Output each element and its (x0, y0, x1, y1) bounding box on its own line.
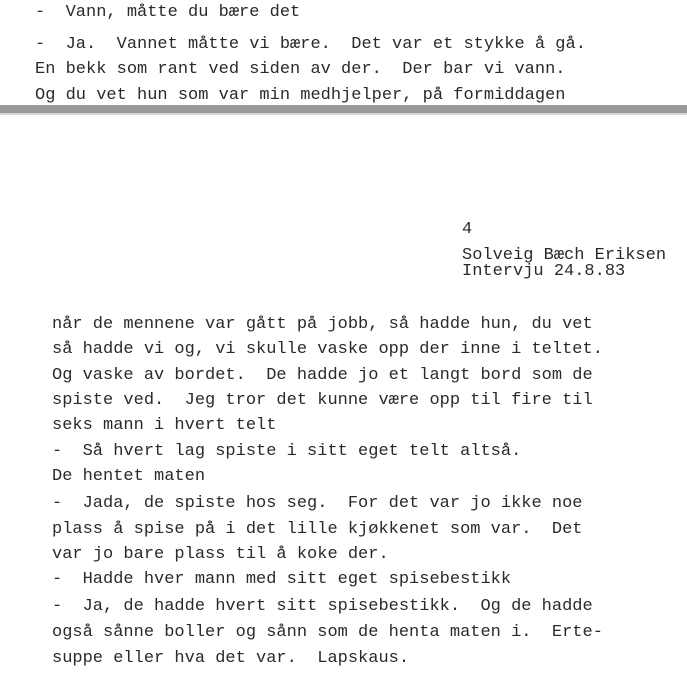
text-line: så hadde vi og, vi skulle vaske opp der inne i teltet. (52, 340, 603, 359)
interviewee-name: Solveig Bæch Eriksen (462, 246, 667, 265)
text-line: når de mennene var gått på jobb, så hadde hun, du vet (52, 315, 593, 334)
text-line: seks mann i hvert telt (52, 416, 277, 435)
page-divider (0, 105, 687, 113)
text-line: var jo bare plass til å koke der. (52, 545, 389, 564)
text-line: - Så hvert lag spiste i sitt eget telt altså. (52, 442, 522, 461)
text-line: De hentet maten (52, 467, 206, 486)
text-line: suppe eller hva det var. Lapskaus. (52, 649, 410, 668)
text-line: plass å spise på i det lille kjøkkenet som var. Det (52, 520, 583, 539)
text-line: - Vann, måtte du bære det (35, 3, 301, 22)
page-divider-shadow (0, 113, 687, 115)
text-line: spiste ved. Jeg tror det kunne være opp til fire til (52, 391, 593, 410)
text-line: - Jada, de spiste hos seg. For det var jo ikke noe (52, 494, 583, 513)
text-line: En bekk som rant ved siden av der. Der bar vi vann. (35, 60, 566, 79)
text-line: Og du vet hun som var min medhjelper, på formiddagen (35, 86, 566, 105)
interview-date: Intervju 24.8.83 (462, 262, 626, 281)
page-number: 4 (462, 220, 473, 239)
text-line: - Ja. Vannet måtte vi bære. Det var et stykke å gå. (35, 35, 586, 54)
text-line: Og vaske av bordet. De hadde jo et langt bord som de (52, 366, 593, 385)
text-line: også sånne boller og sånn som de henta maten i. Erte- (52, 623, 603, 642)
text-line: - Hadde hver mann med sitt eget spisebestikk (52, 570, 512, 589)
text-line: - Ja, de hadde hvert sitt spisebestikk. Og de hadde (52, 597, 593, 616)
